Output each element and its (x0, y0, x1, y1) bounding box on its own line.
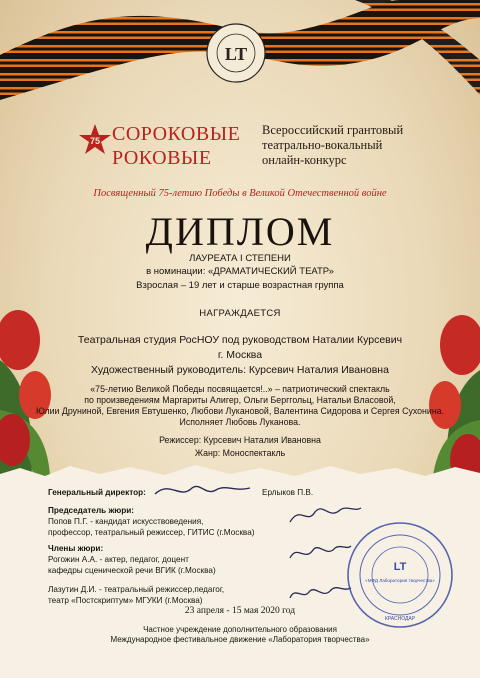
recipient-name: Театральная студия РосНОУ под руководством Наталии Курсевич (77, 334, 403, 346)
stamp-logo-text: LT (393, 561, 407, 573)
competition-name-line2: РОКОВЫЕ (112, 147, 212, 169)
organizer-line: Международное фестивальное движение «Лаборатория творчества» (110, 635, 370, 644)
description-line: по произведениям Маргариты Алигер, Ольги Берггольц, Натальи Власовой, (84, 395, 396, 405)
jury-member-line: Лазутин Д.И. - театральный режиссер,педагог, (48, 585, 225, 594)
jury-member-line: кафедры сценической речи ВГИК (г.Москва) (48, 565, 216, 575)
stamp-center-text: «МФД Лаборатория творчества» (365, 578, 435, 583)
competition-description-line: онлайн-конкурс (262, 153, 347, 167)
laureate-degree: ЛАУРЕАТА I СТЕПЕНИ (189, 253, 291, 264)
competition-name-line1: СОРОКОВЫЕ (112, 123, 241, 145)
jury-member-1 (48, 555, 258, 576)
competition-description-line: Всероссийский грантовый (262, 123, 404, 137)
jury-chair-label: Председатель жюри: (48, 506, 135, 515)
jury-member-2 (48, 585, 258, 606)
dedication-line: Посвященный 75-летию Победы в Великой Отечественной войне (93, 188, 387, 199)
description-line: Юлии Друниной, Евгения Евтушенко, Любови Лукановой, Валентина Сидорова и Сергея Сухонина. (35, 406, 445, 416)
genre-line: Жанр: Моноспектакль (194, 448, 286, 458)
star-icon (78, 123, 112, 157)
age-group: Взрослая – 19 лет и старше возрастная группа (136, 280, 344, 291)
performance-description (35, 384, 445, 428)
description-line: Исполняет Любовь Луканова. (179, 417, 301, 427)
general-director-label: Генеральный директор: (48, 488, 146, 497)
star-number: 75 (89, 136, 101, 146)
jury-members-label: Члены жюри: (48, 544, 104, 553)
general-director-name: Ерлыков П.В. (262, 488, 314, 497)
jury-chair (48, 517, 288, 538)
competition-dates: 23 апреля - 15 мая 2020 год (184, 606, 296, 616)
awarded-heading: НАГРАЖДАЕТСЯ (199, 308, 281, 319)
art-director: Художественный руководитель: Курсевич Наталия Ивановна (91, 364, 389, 376)
director-signature (150, 478, 255, 502)
director-line: Режиссер: Курсевич Наталия Ивановна (159, 435, 321, 445)
organizer-line: Частное учреждение дополнительного образования (143, 625, 337, 634)
competition-description (262, 123, 452, 168)
recipient-city: г. Москва (217, 349, 263, 361)
logo-text: LT (224, 44, 248, 64)
jury-chair-line: Попов П.Г. - кандидат искусствоведения, (48, 517, 204, 526)
jury-member-line: театр «Постскриптум» МГУКИ (г.Москва) (48, 595, 203, 605)
competition-description-line: театрально-вокальный (262, 138, 383, 152)
description-line: «75-летию Великой Победы посвящается!..» – патриотический спектакль (90, 384, 390, 394)
diploma-title: ДИПЛОМ (145, 209, 335, 254)
nomination: в номинации: «ДРАМАТИЧЕСКИЙ ТЕАТР» (146, 266, 334, 277)
jury-chair-line: профессор, театральный режиссер, ГИТИС (г.Москва) (48, 527, 255, 537)
logo-icon (205, 22, 267, 84)
jury-member-line: Рогожин А.А. - актер, педагог, доцент (48, 555, 189, 564)
stamp-city: КРАСНОДАР (384, 616, 416, 622)
